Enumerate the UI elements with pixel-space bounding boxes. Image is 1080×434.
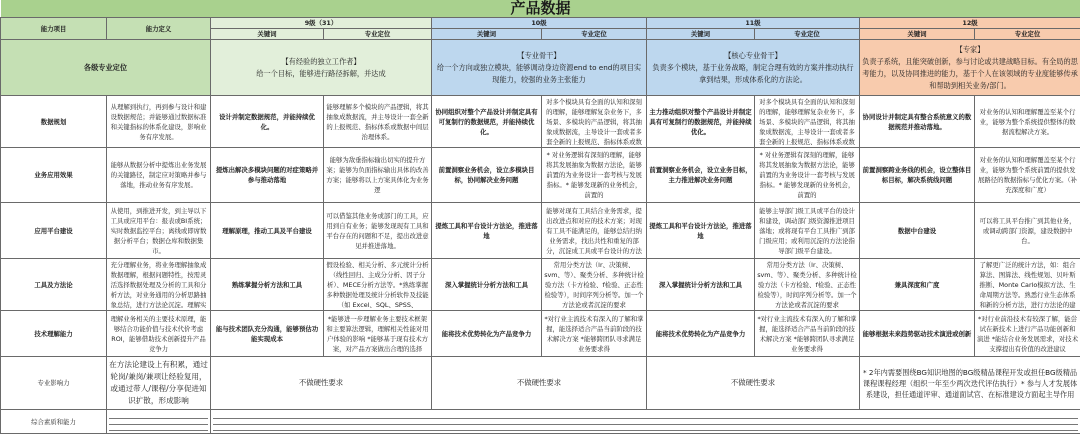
position-cell: *对行业主流技术有深入的了解和掌握，能选择适合产品当前阶段的技术解决方案 *能够跨团队寻求满足业务要求得: [755, 311, 860, 357]
positioning-desc: 负责子系统，且能突破创新，参与讨论或共建战略目标。有全局的思考能力，以及协同推进的能力，基于个人在该领域的专业度能够传承和帮助到相关业务/部门。: [862, 56, 1078, 90]
influence-row: [1, 357, 1080, 410]
no-requirement-level-11: 不做硬性要求: [647, 357, 860, 410]
header-position: 专业定位: [975, 29, 1080, 40]
keyword-cell: 熟练掌握分析方法和工具: [211, 259, 324, 311]
garbled-text: [211, 410, 1080, 434]
positioning-desc: 负责多个模块，基于业务战略，制定合理有效的方案并推动执行拿到结果，形成体系化的方法论。: [652, 62, 854, 84]
position-cell: 可以借鉴其他业务或部门的工具，应用到自有业务；能够发现现有工具和平台存在的问题和不足，提出改进意见并推进落地。: [324, 203, 432, 259]
no-requirement-level-9: 不做硬性要求: [211, 357, 432, 410]
header-keyword: 关键词: [211, 29, 324, 40]
item-definition: 能够从数据分析中提炼出业务发展的关键路径，制定应对策略并参与落地，推动业务有序发展。: [107, 148, 211, 203]
positioning-desc: 给一个目标，能够进行路径拆解，并达成: [256, 68, 386, 78]
item-label: 技术理解能力: [1, 311, 107, 357]
position-cell: 对多个模块具有全面的认知和深刻的理解，能够理解复杂业务下，多场景、多模块的产品逻辑，将其抽象成数据流，主导设计一套或者多套全新的上报规范、指标体系或数: [542, 96, 647, 148]
keyword-cell: 设计并制定数据规范，并能持续优化。: [211, 96, 324, 148]
position-cell: 假设检验、相关分析、多元统计分析（线性回归、主成分分析、因子分析）、MECE分析方法等。*熟练掌握多种数据处理及统计分析软件及技能（如 Excel、SQL、SPSS、: [324, 259, 432, 311]
garbled-text: [107, 410, 211, 434]
position-cell: 常用分类方法（lr、决策树、svm、等）、聚类分析、多种统计检验方法（卡方检验、f检验、正态性检验等），时间序列分析等。加一个方法论或者沉淀的要求: [755, 259, 860, 311]
positioning-row: [1, 40, 1080, 96]
item-definition: 理解业务相关的主要技术原理，能够结合功能价值与技术代价考虑ROI，能够借助技术创新提升产品竞争力: [107, 311, 211, 357]
position-cell: *对行业前沿技术有较深了解，能尝试在新技术上进行产品功能创新和演进 *能结合业务发展需求，对技术支撑提出有价值的改进建议: [975, 311, 1080, 357]
header-level-12: 12级: [860, 18, 1080, 29]
table-row: [1, 203, 1080, 259]
keyword-cell: 前置洞察业务机会，设立业务目标，主力推进解决业务问题: [647, 148, 755, 203]
header-item: 能力项目: [1, 18, 107, 40]
item-label: 工具及方法论: [1, 259, 107, 311]
position-cell: 能够为敌垂指标输出切实的提升方案；能够为负面指标输出具体的改善方案；能够将以上方案具体化为业务逻: [324, 148, 432, 203]
position-cell: 能够对现有工具结合业务需求，提出改进点和对应的技术方案；对现有工具不能满足的，能够总结归纳业务需求，找出共性和重复的部分，沉淀成工具或平台设计的方法: [542, 203, 647, 259]
header-level-11: 11级: [647, 18, 860, 29]
item-definition: 在方法论建设上有积累，通过轮岗/兼岗/兼项让经验复用，或通过带人/课程/分享促进知识扩散，形成影响: [107, 357, 211, 410]
header-level-10: 10级: [432, 18, 647, 29]
page-title: 产品数据: [1, 0, 1080, 18]
keyword-cell: 数据中台建设: [860, 203, 975, 259]
keyword-cell: 提炼出解决多模块问题的对症策略并参与推动落地: [211, 148, 324, 203]
item-definition: 从理解到执行，再到参与设计和建设数据规范；并能够通过数据标准和关键指标的体系化建设，影响业务有序发展。: [107, 96, 211, 148]
keyword-cell: 深入掌握统计分析方法和工具: [432, 259, 542, 311]
positioning-tag: 【专业骨干】: [517, 50, 561, 60]
keyword-cell: 前置洞察跨业务线的机会，设立整体目标目标，解决系统线问题: [860, 148, 975, 203]
position-cell: 了解更广泛的统计方法，如：组合算法、图算法、线性规划、贝叶斯推断、Monte Carlo模拟方法、生命周期方法等。熟悉行业生态体系和新的分析方法，进行方法论的建: [975, 259, 1080, 311]
keyword-cell: 协同设计并制定具有整合系统意义的数据规范并推动落地。: [860, 96, 975, 148]
positioning-tag: 【专家】: [955, 44, 985, 54]
table-row: [1, 311, 1080, 357]
positioning-level-9: [211, 40, 432, 96]
item-label: 数据规划: [1, 96, 107, 148]
item-definition: 充分理解业务，将业务理解抽象成数据理解，根据问题特性，按需灵活选择数据处理及分析的工具和分析方法，对业务通用的分析思路抽象总结，进行方法论沉淀。理解实: [107, 259, 211, 311]
no-requirement-level-10: 不做硬性要求: [432, 357, 647, 410]
position-cell: *能够进一步理解业务主要技术框架和主要算法逻辑，理解相关性能对用户体验的影响 *能够基于现有技术方案，对产品方案做出合理的选择: [324, 311, 432, 357]
keyword-cell: 提炼工具和平台设计方法论，推进落地: [647, 203, 755, 259]
position-cell: * 对业务逻辑有深刻的理解，能够将其发展抽象为数据方法论，能够前置的为业务设计一套考核与发展指标。* 能够发现新的业务机会，前置的: [755, 148, 860, 203]
header-keyword: 关键词: [432, 29, 542, 40]
position-cell: *对行业主流技术有深入的了解和掌握，能选择适合产品当前阶段的技术解决方案 *能够跨团队寻求满足业务要求得: [542, 311, 647, 357]
keyword-cell: 前置洞察业务机会，设立多模块目标，协同解决业务问题: [432, 148, 542, 203]
header-level-9: 9级（31）: [211, 18, 432, 29]
keyword-cell: 主力推动组织对整个产品设计并制定具有可复制行的数据规范，并能持续优化。: [647, 96, 755, 148]
keyword-cell: 能将技术优势转化为产品竞争力: [647, 311, 755, 357]
keyword-cell: 理解原理，推动工具及平台建设: [211, 203, 324, 259]
keyword-cell: 能够根据未来趋势驱动技术演进或创新: [860, 311, 975, 357]
keyword-cell: 能与技术团队充分沟通，能够预估功能实现成本: [211, 311, 324, 357]
influence-level-12: * 2年内需要围绕BG知识地图的BG级精品课程开发或担任BG级精品课程课程经理（组织一年至少两次迭代评估执行）* 参与人才发展体系建设，担任通道评审、通道面试官、在标准建设方面起主导作用: [860, 357, 1080, 410]
positioning-desc: 给一个方向或独立模块，能够调动身边资源end to end的项目实现能力，较强的业务主张能力: [436, 62, 642, 84]
item-label: 业务应用效果: [1, 148, 107, 203]
header-keyword: 关键词: [860, 29, 975, 40]
keyword-cell: 深入掌握统计分析方法和工具: [647, 259, 755, 311]
positioning-level-11: [647, 40, 860, 96]
keyword-cell: 提炼工具和平台设计方法论，推进落地: [432, 203, 542, 259]
positioning-tag: 【有经验的独立工作者】: [281, 56, 361, 66]
position-cell: 能够主导部门级工具或平台的设计和建设，调动部门级资源推进项目落地；或将现有平台工具推广到部门级应用；或利用沉淀的方法论指导部门级平台建设。: [755, 203, 860, 259]
keyword-cell: 协同组织对整个产品设计并制定具有可复制行的数据规范，并能持续优化。: [432, 96, 542, 148]
item-label: 专业影响力: [1, 357, 107, 410]
keyword-cell: 兼具深度和广度: [860, 259, 975, 311]
item-label: 综合素质和能力: [1, 410, 107, 434]
positioning-level-10: [432, 40, 647, 96]
table-row: [1, 148, 1080, 203]
position-cell: 对业务的认知和理解覆盖至某个行业，能够为整个系统提供整体的数据流程解决方案。: [975, 96, 1080, 148]
header-position: 专业定位: [542, 29, 647, 40]
composite-row: [1, 410, 1080, 434]
table-row: [1, 259, 1080, 311]
positioning-label: 各级专业定位: [1, 40, 211, 96]
positioning-tag: 【核心专业骨干】: [724, 50, 782, 60]
title-row: [1, 0, 1080, 18]
item-definition: 从使用，到推进开发，到主导以下工具或应用平台：报表或BI系统；实时数据监控平台；离线或即席数据分析平台；数据仓库和数据集市。: [107, 203, 211, 259]
keyword-cell: 能将技术优势转化为产品竞争力: [432, 311, 542, 357]
position-cell: 常用分类方法（lr、决策树、svm、等）、聚类分析、多种统计检验方法（卡方检验、f检验、正态性检验等），时间序列分析等。加一个方法论或者沉淀的要求: [542, 259, 647, 311]
header-keyword: 关键词: [647, 29, 755, 40]
position-cell: 对多个模块具有全面的认知和深刻的理解，能够理解复杂业务下，多场景、多模块的产品逻辑，将其抽象成数据流，主导设计一套或者多套全新的上报规范、指标体系或数: [755, 96, 860, 148]
header-definition: 能力定义: [107, 18, 211, 40]
table-row: [1, 96, 1080, 148]
header-position: 专业定位: [324, 29, 432, 40]
item-label: 应用平台建设: [1, 203, 107, 259]
position-cell: * 对业务逻辑有深刻的理解，能够将其发展抽象为数据方法论，能够前置的为业务设计一套考核与发展指标。* 能够发现新的业务机会，前置的: [542, 148, 647, 203]
position-cell: 能够理解多个模块的产品逻辑，将其抽象成数据流，并主导设计一套全新的上报规范、指标体系或数据中间层治理体系。: [324, 96, 432, 148]
position-cell: 可以将工具平台推广到其他业务，或调动跨部门资源，建设数据中台。: [975, 203, 1080, 259]
position-cell: 对业务的认知和理解覆盖至某个行业，能够为整个系统前置的提供发展路径的数据指标与优化方案。（补充深度和广度）: [975, 148, 1080, 203]
header-position: 专业定位: [755, 29, 860, 40]
positioning-level-12: [860, 40, 1080, 96]
